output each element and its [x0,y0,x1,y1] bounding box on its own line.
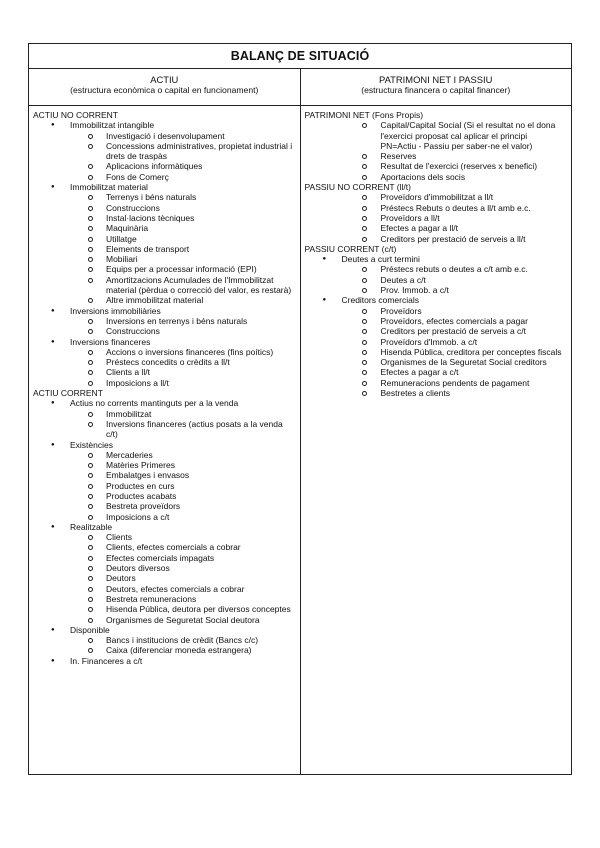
list-item: Préstecs rebuts o deutes a c/t amb e.c. [305,264,566,274]
group-heading: ● Realitzable [33,522,294,532]
list-item: Prov. Immob. a c/t [305,285,566,295]
list-item: Aportacions dels socis [305,172,566,182]
list-item: Imposicions a c/t [33,512,294,522]
list-item: Inversions financeres (actius posats a la venda c/t) [33,419,294,440]
list-item: Bestretes a clients [305,388,566,398]
list-item: Proveïdors [305,306,566,316]
group-heading: ● Immobilitzat material [33,182,294,192]
list-item: Embalatges i envasos [33,470,294,480]
header-row [29,69,571,106]
section-heading: PATRIMONI NET (Fons Propis) [304,110,424,120]
list-item: Aplicacions informàtiques [33,161,294,171]
list-item: Mercaderies [33,450,294,460]
list-item: Capital/Capital Social (Si el resultat no el dona l'exercici proposat cal aplicar el principi PN=Actiu - Passiu per saber-ne el valor) [305,120,566,151]
list-item: Bancs i institucions de crèdit (Bancs c/c) [33,635,294,645]
list-item: Clients, efectes comercials a cobrar [33,542,294,552]
group-heading: ● Disponible [33,625,294,635]
assets-header-name: ACTIU [150,74,179,85]
group-heading: ● Immobilitzat intangible [33,120,294,130]
list-item: Construccions [33,203,294,213]
list-item: Productes en curs [33,481,294,491]
group-heading: ● Actius no corrents mantinguts per a la venda [33,398,294,408]
list-item: Proveïdors d'Immob. a c/t [305,337,566,347]
liabilities-header [300,69,572,105]
list-item: Deutors [33,573,294,583]
assets-header [29,69,300,105]
liabilities-header-name: PATRIMONI NET I PASSIU [379,74,493,85]
list-item: Organismes de Seguretat Social deutora [33,615,294,625]
section-heading: ACTIU NO CORRENT [33,110,118,120]
list-item: Remuneracions pendents de pagament [305,378,566,388]
list-item: Imposicions a ll/t [33,378,294,388]
list-item: Immobilitzat [33,409,294,419]
list-item: Clients [33,532,294,542]
list-item: Mobiliari [33,254,294,264]
list-item: Clients a ll/t [33,367,294,377]
list-item: Préstecs Rebuts o deutes a ll/t amb e.c. [305,203,566,213]
list-item: Bestreta proveïdors [33,501,294,511]
list-item: Hisenda Pública, deutora per diversos conceptes [33,604,294,614]
liabilities-header-subtitle: (estructura financera o capital financer) [361,85,511,95]
list-item: Altre immobilitzat material [33,295,294,305]
group-heading: ● In. Financeres a c/t [33,656,294,666]
list-item: Matèries Primeres [33,460,294,470]
list-item: Deutors diversos [33,563,294,573]
list-item: Utillatge [33,234,294,244]
list-item: Creditors per prestació de serveis a c/t [305,326,566,336]
list-item: Hisenda Pública, creditora per conceptes fiscals [305,347,566,357]
group-heading: ● Inversions immobiliàries [33,306,294,316]
list-item: Caixa (diferenciar moneda estrangera) [33,645,294,655]
list-item: Creditors per prestació de serveis a ll/t [305,234,566,244]
list-item: Concessions administratives, propietat industrial i drets de traspàs [33,141,294,162]
list-item: Accions o inversions financeres (fins poítics) [33,347,294,357]
assets-column [29,106,300,775]
list-item: Amortitzacions Acumulades de l'Immobilitzat material (pèrdua o correcció del valor, es restarà) [33,275,294,296]
list-item: Efectes a pagar a c/t [305,367,566,377]
section-heading: PASSIU NO CORRENT (ll/t) [304,182,411,193]
list-item: Productes acabats [33,491,294,501]
list-item: Reserves [305,151,566,161]
list-item: Equips per a processar informació (EPI) [33,264,294,274]
list-item: Proveïdors d'immobilitzat a ll/t [305,192,566,202]
group-heading: ● Inversions financeres [33,337,294,347]
body-row [29,106,571,775]
list-item: Inversions en terrenys i béns naturals [33,316,294,326]
list-item: Préstecs concedits o crèdits a ll/t [33,357,294,367]
list-item: Deutes a c/t [305,275,566,285]
list-item: Efectes a pagar a ll/t [305,223,566,233]
section-heading: ACTIU CORRENT [33,388,103,399]
list-item: Elements de transport [33,244,294,254]
list-item: Instal·lacions tècniques [33,213,294,223]
list-item: Fons de Comerç [33,172,294,182]
group-heading: ● Existències [33,440,294,450]
list-item: Resultat de l'exercici (reserves x benefici) [305,161,566,171]
list-item: Investigació i desenvolupament [33,131,294,141]
list-item: Terrenys i béns naturals [33,192,294,202]
list-item: Maquinària [33,223,294,233]
group-heading: ● Deutes a curt termini [305,254,566,264]
group-heading: ● Creditors comercials [305,295,566,305]
assets-header-subtitle: (estructura econòmica o capital en funcionament) [70,85,259,95]
list-item: Construccions [33,326,294,336]
list-item: Efectes comercials impagats [33,553,294,563]
section-heading: PASSIU CORRENT (c/t) [304,243,397,254]
list-item: Proveïdors, efectes comercials a pagar [305,316,566,326]
list-item: Organismes de la Seguretat Social creditors [305,357,566,367]
list-item: Deutors, efectes comercials a cobrar [33,584,294,594]
list-item: Bestreta remuneracions [33,594,294,604]
liabilities-column [300,106,572,775]
list-item: Proveïdors a ll/t [305,213,566,223]
sheet-title: BALANÇ DE SITUACIÓ [29,44,571,69]
balance-sheet-table [28,43,572,775]
